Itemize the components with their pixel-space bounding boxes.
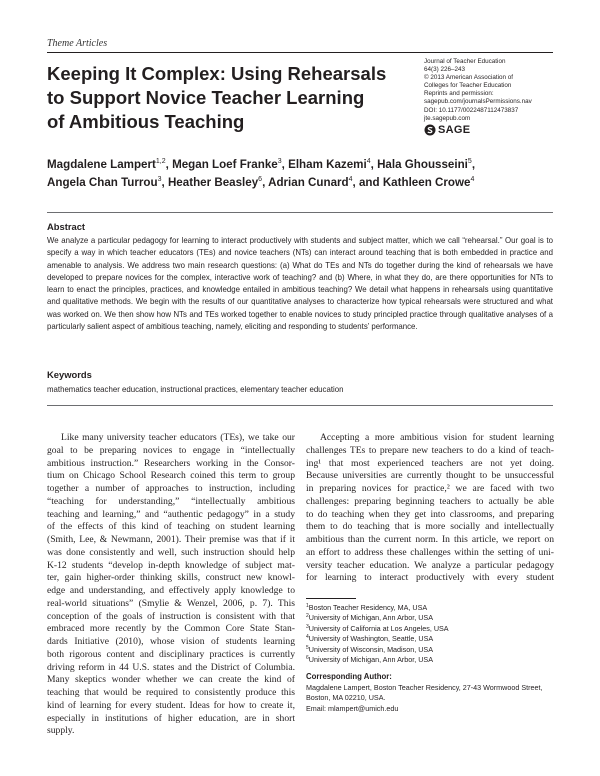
author-name: Magdalene Lampert bbox=[47, 158, 156, 171]
author-name: Heather Beasley bbox=[167, 176, 259, 189]
affiliation-item bbox=[306, 603, 449, 613]
affiliation-number: 3 bbox=[306, 623, 309, 630]
author-affil-ref: 3 bbox=[277, 158, 282, 165]
title-line: Keeping It Complex: Using Rehearsals bbox=[47, 63, 387, 84]
body-line: ter, gain higher-order thinking skills, construct new knowl- bbox=[47, 572, 295, 584]
article-title bbox=[47, 62, 387, 134]
body-line: them to do teaching that is more socially and intellectually bbox=[306, 521, 554, 533]
affiliation-number: 6 bbox=[306, 655, 309, 662]
affiliation-item bbox=[306, 613, 449, 623]
body-line: driving reform in 44 U.S. states and the District of Columbia. bbox=[47, 661, 295, 673]
body-line: “teaching for understanding,” “intellectually ambitious bbox=[47, 495, 295, 507]
author-separator: , bbox=[281, 158, 289, 171]
journal-copyright: © 2013 American Association of bbox=[424, 74, 513, 82]
body-line: to do teaching when they get into classrooms, and preparing bbox=[306, 508, 554, 520]
abstract-heading: Abstract bbox=[47, 221, 86, 232]
journal-copyright-cont: Colleges for Teacher Education bbox=[424, 82, 512, 90]
journal-url[interactable]: jte.sagepub.com bbox=[424, 114, 471, 122]
affiliation-text: Boston Teacher Residency, MA, USA bbox=[308, 603, 428, 612]
body-line: conception of the goals of instruction is consistent with that bbox=[47, 610, 295, 622]
affiliations bbox=[306, 603, 449, 665]
body-line: edge and understanding, and effectively apply knowledge to bbox=[47, 585, 295, 596]
affiliation-item bbox=[306, 624, 449, 634]
author-list bbox=[47, 156, 567, 192]
footnote-rule bbox=[306, 598, 356, 599]
body-line: Like many university teacher educators (TEs), we take our bbox=[61, 432, 295, 443]
journal-doi[interactable]: DOI: 10.1177/0022487112473837 bbox=[424, 106, 519, 114]
author-name: Elham Kazemi bbox=[288, 158, 367, 171]
author-separator: , and bbox=[352, 176, 383, 189]
author-separator: , bbox=[165, 158, 173, 171]
author-separator: , bbox=[262, 176, 269, 189]
author-affil-ref: 1,2 bbox=[155, 158, 166, 165]
author-name: Angela Chan Turrou bbox=[47, 176, 158, 189]
affiliation-text: University of Wisconsin, Madison, USA bbox=[308, 644, 434, 654]
body-line: ambitious instruction.” Researchers working in the Consor- bbox=[47, 457, 295, 469]
title-line: to Support Novice Teacher Learning bbox=[47, 87, 365, 108]
body-line: real-world situations” (Smylie & Wenzel, 2006, p. 7). This bbox=[47, 597, 295, 609]
publisher-logo bbox=[424, 124, 470, 136]
journal-permissions-link[interactable]: sagepub.com/journalsPermissions.nav bbox=[424, 98, 532, 106]
body-line: of the effects of this kind of teaching on student learning bbox=[47, 521, 295, 533]
corresponding-address: Magdalene Lampert, Boston Teacher Residency, 27-43 Wormwood Street, bbox=[306, 683, 543, 692]
affiliation-number: 1 bbox=[306, 603, 309, 609]
author-name: Hala Ghousseini bbox=[377, 158, 468, 171]
body-line: kind of learning for every student. Ideas for how to create it, bbox=[47, 699, 295, 711]
body-line: ing¹ that most experienced teachers are not yet doing. bbox=[306, 457, 554, 469]
corresponding-author-heading: Corresponding Author: bbox=[306, 672, 392, 681]
body-line: tium on Chicago School Research coined this term to group bbox=[47, 470, 295, 482]
header-rule bbox=[47, 52, 553, 53]
journal-info bbox=[424, 58, 574, 123]
author-affil-ref: 4 bbox=[470, 176, 475, 183]
body-line: challenges: preparing beginning teachers to actually be able bbox=[306, 495, 554, 507]
author-affil-ref: 6 bbox=[258, 176, 263, 183]
body-line: ambitious than the current norm. In this article, we report on bbox=[306, 534, 554, 545]
affiliation-text: University of Michigan, Ann Arbor, USA bbox=[308, 613, 434, 623]
sage-logo-text: SAGE bbox=[438, 124, 471, 136]
body-line: together a number of approaches to instruction, including bbox=[47, 483, 295, 494]
title-line: of Ambitious Teaching bbox=[47, 111, 245, 132]
affiliation-number: 2 bbox=[306, 613, 309, 620]
author-line-2 bbox=[47, 174, 567, 192]
affiliation-item bbox=[306, 634, 449, 644]
section-label: Theme Articles bbox=[47, 38, 108, 49]
corresponding-email[interactable]: Email: mlampert@umich.edu bbox=[306, 703, 399, 713]
body-line: (Smith, Lee, & Newmann, 2001). Their premise was that if it bbox=[47, 534, 295, 545]
body-line: challenges TEs to prepare new teachers to do a kind of teach- bbox=[306, 444, 554, 456]
affiliation-item bbox=[306, 655, 449, 665]
body-line: embraced more recently by the Common Core State Stan- bbox=[47, 623, 295, 635]
abstract-text: We analyze a particular pedagogy for learning to interact productively with students and subject matter, which we call “rehearsal.” Our goal is to specify a way in which teacher educators (TEs) and novice teachers (NTs) can interact around teaching that is both embedded in practice and amenable to analysis. We address two main research questions: (a) What do TEs and NTs do together during the kind of rehearsals we have developed to prepare novices for the complex, interactive work of teaching? and (b) Where, in what they do, are there opportunities for NTs to learn to enact the principles, practices, and knowledge entailed in ambitious teaching? We detail what happens in rehearsals using quantitative and qualitative methods. We begin with the results of our quantitative analyses to characterize how typical rehearsals were structured and what was worked on. We then show how NTs and TEs worked together to enable novices to study principled practice through qualitative analyses of a particularly salient aspect of ambitious teaching, namely, eliciting and responding to students’ performance. bbox=[47, 236, 553, 332]
keywords-heading: Keywords bbox=[47, 369, 92, 380]
affiliation-item bbox=[306, 645, 449, 655]
body-line: in preparing novices for practice,² we are faced with two bbox=[306, 483, 554, 494]
affiliation-text: University of Washington, Seattle, USA bbox=[308, 634, 434, 644]
body-line: Many skeptics wonder whether we can create the kind of bbox=[47, 674, 295, 686]
author-name: Kathleen Crowe bbox=[382, 176, 471, 189]
author-separator: , bbox=[471, 158, 476, 171]
corresponding-address-cont: Boston, MA 02210, USA. bbox=[306, 693, 386, 703]
body-line: was done consistently and well, such instruction should help bbox=[47, 546, 295, 558]
body-line: K-12 students “develop in-depth knowledge of subject mat- bbox=[47, 559, 295, 571]
body-line: an effort to address these challenges within the setting of uni- bbox=[306, 546, 554, 558]
body-line: both rigorous content and disciplinary practices is currently bbox=[47, 648, 295, 660]
author-affil-ref: 4 bbox=[366, 158, 371, 165]
body-line: versity teacher education. We analyze a particular pedagogy bbox=[306, 559, 554, 571]
body-line: Because universities are currently thought to be unsuccessful bbox=[306, 470, 554, 482]
author-separator: , bbox=[370, 158, 378, 171]
journal-volume: 64(3) 226–243 bbox=[424, 66, 465, 74]
corresponding-author-details bbox=[306, 683, 543, 714]
affiliation-text: University of California at Los Angeles, USA bbox=[308, 623, 449, 633]
body-line: teaching that would be required to consistently produce this bbox=[47, 687, 295, 698]
body-line: for learning to interact productively with every student bbox=[306, 572, 554, 584]
keywords-text: mathematics teacher education, instructional practices, elementary teacher education bbox=[47, 385, 344, 394]
body-column-left bbox=[47, 432, 295, 738]
body-column-right bbox=[306, 432, 554, 585]
author-name: Adrian Cunard bbox=[268, 176, 349, 189]
author-affil-ref: 5 bbox=[467, 158, 472, 165]
journal-reprints: Reprints and permission: bbox=[424, 90, 494, 98]
author-affil-ref: 3 bbox=[157, 176, 162, 183]
author-separator: , bbox=[161, 176, 168, 189]
body-line: teaching and learning,” and “authentic pedagogy” in a study bbox=[47, 508, 295, 520]
author-line-1 bbox=[47, 156, 567, 174]
author-name: Megan Loef Franke bbox=[172, 158, 278, 171]
affiliation-text: University of Michigan, Ann Arbor, USA bbox=[308, 655, 434, 665]
keywords-rule bbox=[47, 405, 553, 406]
abstract-rule bbox=[47, 212, 553, 213]
body-line: Accepting a more ambitious vision for student learning bbox=[320, 432, 554, 443]
author-affil-ref: 4 bbox=[348, 176, 353, 183]
body-line: goal to be preparing novices to engage in “intellectually bbox=[47, 444, 295, 456]
affiliation-number: 4 bbox=[306, 634, 309, 641]
body-line: supply. bbox=[47, 725, 75, 737]
sage-logo-icon bbox=[424, 124, 436, 136]
body-line: especially in institutions of higher education, are in short bbox=[47, 712, 295, 724]
affiliation-number: 5 bbox=[306, 644, 309, 651]
body-line: dards Initiative (2010), whose vision of students learning bbox=[47, 636, 295, 647]
journal-name: Journal of Teacher Education bbox=[424, 58, 506, 65]
